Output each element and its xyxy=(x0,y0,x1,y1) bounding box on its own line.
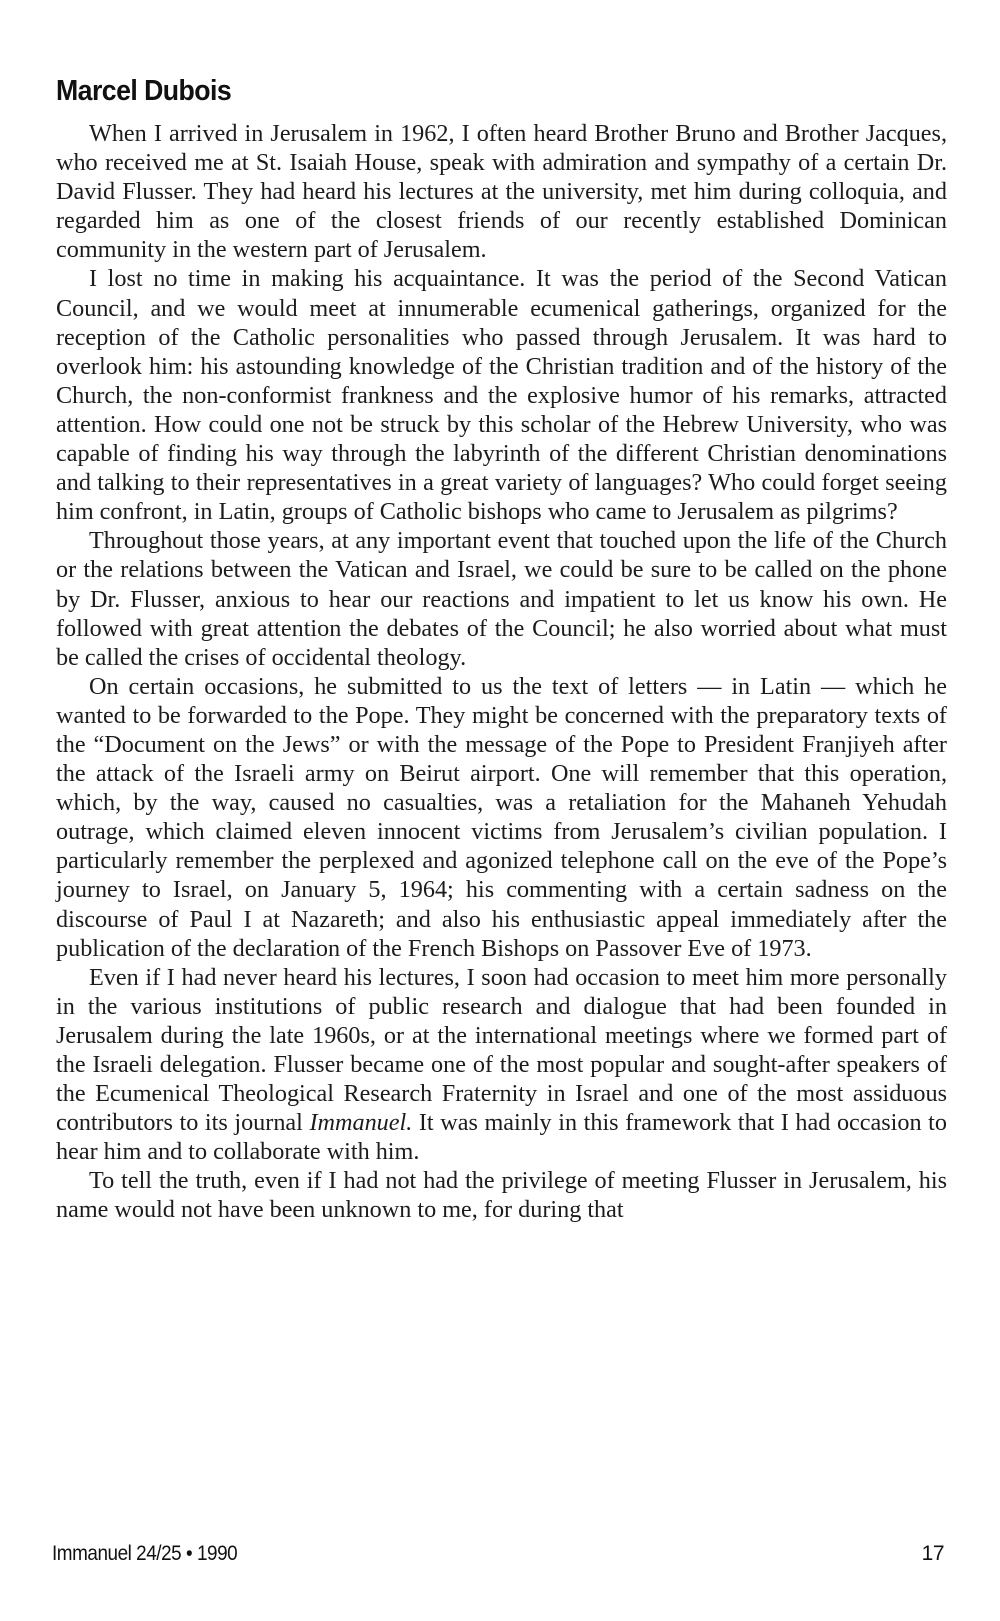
page-footer xyxy=(52,1541,944,1567)
journal-issue-label: Immanuel 24/25 • 1990 xyxy=(52,1542,238,1565)
paragraph-3: Throughout those years, at any important event that touched upon the life of the Church or the relations between the Vatican and Israel, we could be sure to be called on the phone by Dr. Flusser, anxious to hear our reactions and impatient to let us know his own. He followed with great attention the debates of the Council; he also worried about what must be called the crises of occidental theology. xyxy=(56,527,947,671)
paragraph-5-text-a: Even if I had never heard his lectures, I soon had occasion to meet him more personally in the various institutions of public research and dialogue that had been founded in Jerusalem during the late 1960s, or at the international meetings where we formed part of the Israeli delegation. Flusser became one of the most popular and sought-after speakers of the Ecumenical Theological Research Fraternity in Israel and one of the most assiduous contributors to its journal xyxy=(56,963,947,1137)
paragraph-6: To tell the truth, even if I had not had the privilege of meeting Flusser in Jerusalem, his name would not have been unknown to me, for during that xyxy=(56,1167,947,1224)
paragraph-5 xyxy=(56,963,947,1167)
paragraph-1: When I arrived in Jerusalem in 1962, I often heard Brother Bruno and Brother Jacques, who received me at St. Isaiah House, speak with admiration and sympathy of a certain Dr. David Flusser. They had heard his lectures at the university, met him during colloquia, and regarded him as one of the closest friends of our recently established Dominican community in the western part of Jerusalem. xyxy=(56,120,947,264)
paragraph-5-text-b: It was mainly in this framework that I had occasion to hear him and to collaborate with him. xyxy=(56,1109,947,1166)
article-body xyxy=(56,119,947,1225)
author-heading: Marcel Dubois xyxy=(56,75,232,107)
journal-title-italic: Immanuel. xyxy=(309,1109,413,1137)
paragraph-2: I lost no time in making his acquaintance. It was the period of the Second Vatican Council, and we would meet at innumerable ecumenical gatherings, organized for the reception of the Catholic personalities who passed through Jerusalem. It was hard to overlook him: his astounding knowledge of the Christian tradition and of the history of the Church, the non-conformist frankness and the explosive humor of his remarks, attracted attention. How could one not be struck by this scholar of the Hebrew University, who was capable of finding his way through the labyrinth of the different Christian denominations and talking to their representatives in a great variety of languages? Who could forget seeing him confront, in Latin, groups of Catholic bishops who came to Jerusalem as pilgrims? xyxy=(56,265,947,526)
paragraph-4: On certain occasions, he submitted to us the text of letters — in Latin — which he wanted to be forwarded to the Pope. They might be concerned with the preparatory texts of the “Document on the Jews” or with the message of the Pope to President Franjiyeh after the attack of the Israeli army on Beirut airport. One will remember that this operation, which, by the way, caused no casualties, was a retaliation for the Mahaneh Yehudah outrage, which claimed eleven innocent victims from Jerusalem’s civilian population. I particularly remember the perplexed and agonized telephone call on the eve of the Pope’s journey to Israel, on January 5, 1964; his commenting with a certain sadness on the discourse of Paul I at Nazareth; and also his enthusiastic appeal immediately after the publication of the declaration of the French Bishops on Passover Eve of 1973. xyxy=(56,672,947,962)
page-number: 17 xyxy=(921,1542,944,1565)
